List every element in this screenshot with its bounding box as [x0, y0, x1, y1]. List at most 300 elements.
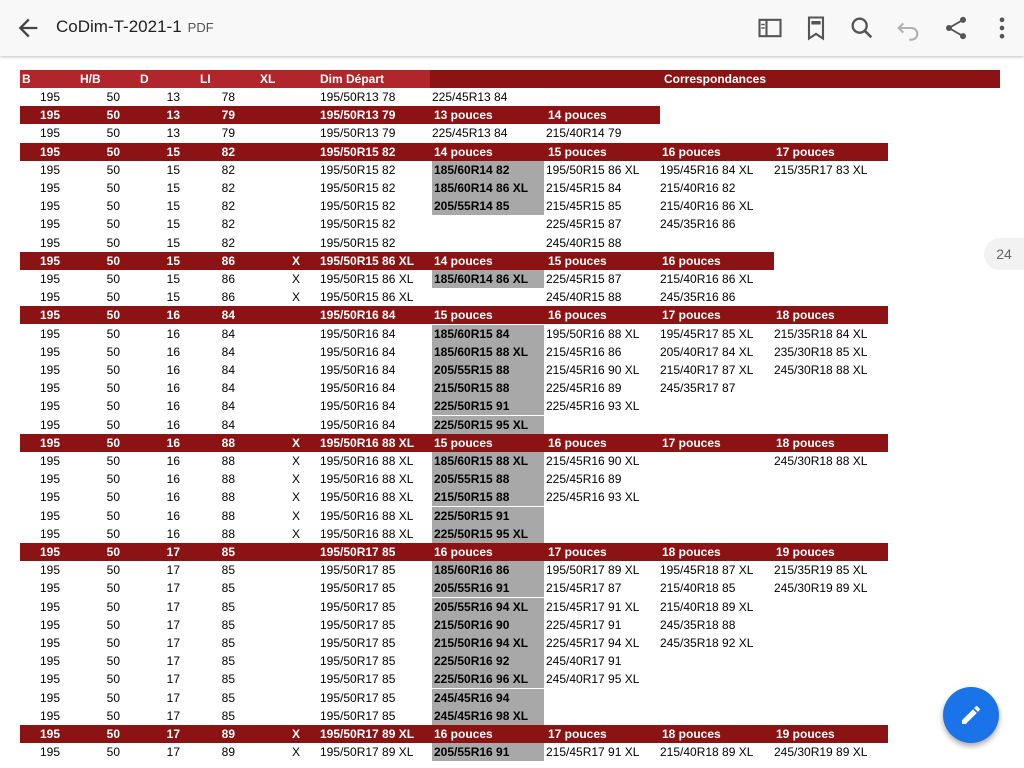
section-header-row [20, 543, 888, 561]
cell-d: 17 [166, 545, 180, 559]
cell-hb: 50 [106, 508, 120, 523]
cell-b: 195 [40, 545, 61, 559]
cell-hb: 50 [106, 654, 120, 669]
cell-b: 195 [40, 526, 61, 541]
cell-dim-depart: 195/50R17 85 [320, 672, 396, 687]
cell-d: 15 [166, 144, 180, 159]
cell-li: 78 [221, 90, 235, 104]
cell-li: 82 [221, 217, 235, 232]
cell-corr-1: 205/55R16 94 XL [432, 598, 544, 616]
cell-corr-3: 16 pouces [662, 253, 721, 268]
table-row [20, 525, 1000, 543]
cell-b: 195 [40, 308, 61, 323]
cell-corr-2: 15 pouces [548, 144, 607, 159]
cell-hb: 50 [106, 253, 120, 268]
file-type-label: PDF [187, 20, 214, 35]
cell-b: 195 [40, 162, 61, 177]
cell-dim-depart: 195/50R17 85 [320, 708, 396, 723]
cell-d: 17 [166, 708, 180, 723]
cell-xl: X [291, 290, 300, 305]
cell-b: 195 [40, 563, 61, 578]
cell-li: 88 [221, 490, 235, 505]
cell-xl: X [291, 272, 300, 286]
cell-corr-3: 215/40R16 86 XL [660, 272, 754, 286]
cell-li: 79 [221, 108, 235, 123]
cell-corr-4: 215/35R17 83 XL [774, 162, 868, 177]
cell-d: 15 [166, 272, 180, 286]
cell-hb: 50 [106, 727, 120, 741]
cell-hb: 50 [106, 417, 120, 432]
header-xl: XL [260, 72, 276, 86]
cell-li: 86 [221, 253, 235, 268]
cell-corr-1: 225/50R16 96 XL [432, 670, 544, 688]
cell-corr-3: 16 pouces [662, 144, 721, 159]
cell-hb: 50 [106, 672, 120, 687]
cell-hb: 50 [106, 290, 120, 305]
cell-corr-2: 215/45R17 91 XL [546, 745, 640, 760]
cell-corr-2: 215/45R16 90 XL [546, 363, 640, 377]
cell-corr-2: 16 pouces [548, 435, 607, 450]
cell-b: 195 [40, 90, 61, 104]
cell-corr-4: 245/30R19 89 XL [774, 581, 868, 596]
cell-d: 16 [166, 308, 180, 323]
cell-corr-3: 245/35R17 87 [660, 381, 736, 396]
cell-b: 195 [40, 581, 61, 596]
cell-corr-1: 15 pouces [434, 308, 493, 323]
cell-corr-3: 245/35R18 92 XL [660, 636, 754, 650]
cell-corr-2: 215/45R16 90 XL [546, 454, 640, 468]
cell-xl: X [291, 454, 300, 468]
search-icon[interactable] [848, 14, 876, 42]
cell-corr-4: 17 pouces [776, 144, 835, 159]
header-d: D [140, 72, 149, 86]
cell-hb: 50 [106, 126, 120, 141]
cell-dim-depart: 195/50R15 82 [320, 235, 396, 250]
cell-corr-1: 225/50R15 95 XL [432, 525, 544, 543]
cell-corr-4: 245/30R18 88 XL [774, 454, 868, 468]
cell-d: 16 [166, 399, 180, 414]
cell-hb: 50 [106, 344, 120, 359]
cell-dim-depart: 195/50R15 82 [320, 144, 396, 159]
share-icon[interactable] [942, 14, 970, 42]
table-row [20, 579, 1000, 597]
cell-b: 195 [40, 435, 61, 450]
cell-d: 17 [166, 599, 180, 614]
cell-corr-2: 16 pouces [548, 308, 607, 323]
cell-d: 17 [166, 727, 180, 741]
cell-dim-depart: 195/50R16 88 XL [320, 454, 414, 468]
cell-dim-depart: 195/50R16 88 XL [320, 472, 414, 487]
cell-li: 88 [221, 435, 235, 450]
cell-b: 195 [40, 617, 61, 632]
cell-b: 195 [40, 508, 61, 523]
cell-corr-1: 215/50R16 94 XL [432, 634, 544, 652]
cell-corr-2: 195/50R16 88 XL [546, 326, 640, 341]
cell-corr-3: 215/40R18 89 XL [660, 745, 754, 760]
cell-corr-3: 245/35R16 86 [660, 217, 736, 232]
cell-corr-4: 215/35R18 84 XL [774, 326, 868, 341]
table-row [20, 616, 1000, 634]
cell-d: 15 [166, 290, 180, 305]
cell-dim-depart: 195/50R13 78 [320, 90, 396, 104]
cell-dim-depart: 195/50R16 84 [320, 326, 396, 341]
cell-dim-depart: 195/50R15 82 [320, 217, 396, 232]
cell-hb: 50 [106, 308, 120, 323]
cell-li: 84 [221, 417, 235, 432]
table-row [20, 161, 1000, 179]
cell-hb: 50 [106, 181, 120, 195]
cell-hb: 50 [106, 599, 120, 614]
cell-corr-1: 215/50R15 88 [432, 488, 544, 506]
cell-li: 89 [221, 727, 235, 741]
cell-dim-depart: 195/50R17 89 XL [320, 745, 414, 760]
edit-button[interactable] [943, 687, 999, 743]
cell-xl: X [291, 508, 300, 523]
cell-corr-3: 215/40R16 82 [660, 181, 736, 195]
cell-d: 15 [166, 235, 180, 250]
cell-corr-3: 215/40R17 87 XL [660, 363, 754, 377]
table-row [20, 361, 1000, 379]
cell-b: 195 [40, 399, 61, 414]
cell-b: 195 [40, 745, 61, 760]
cell-corr-1: 225/50R15 91 [432, 397, 544, 415]
header-b: B [22, 72, 31, 86]
cell-d: 16 [166, 435, 180, 450]
cell-corr-2: 225/45R15 87 [546, 217, 622, 232]
cell-d: 16 [166, 381, 180, 396]
cell-d: 17 [166, 672, 180, 687]
cell-xl: X [291, 745, 300, 760]
cell-b: 195 [40, 181, 61, 195]
table-row [20, 488, 1000, 506]
cell-corr-2: 225/45R17 94 XL [546, 636, 640, 650]
cell-li: 85 [221, 599, 235, 614]
cell-li: 86 [221, 290, 235, 305]
cell-dim-depart: 195/50R17 85 [320, 581, 396, 596]
cell-li: 82 [221, 144, 235, 159]
table-row [20, 325, 1000, 343]
cell-d: 16 [166, 454, 180, 468]
cell-li: 85 [221, 708, 235, 723]
pdf-page[interactable] [0, 56, 1024, 768]
bookmark-icon[interactable] [802, 14, 830, 42]
cell-corr-2: 215/45R15 84 [546, 181, 622, 195]
cell-li: 88 [221, 508, 235, 523]
table-row [20, 470, 1000, 488]
cell-d: 13 [166, 90, 180, 104]
cell-d: 16 [166, 363, 180, 377]
table-header-row [20, 70, 1000, 88]
cell-corr-1: 185/60R14 86 XL [432, 179, 544, 197]
cell-dim-depart: 195/50R16 84 [320, 399, 396, 414]
cell-hb: 50 [106, 217, 120, 232]
section-header-row [20, 143, 888, 161]
cell-xl: X [291, 526, 300, 541]
cell-corr-2: 215/40R14 79 [546, 126, 622, 141]
cell-hb: 50 [106, 363, 120, 377]
cell-li: 85 [221, 690, 235, 705]
cell-li: 85 [221, 563, 235, 578]
cell-corr-2: 215/45R17 91 XL [546, 599, 640, 614]
cell-corr-1: 205/55R14 85 [432, 197, 544, 215]
cell-corr-3: 215/40R16 86 XL [660, 199, 754, 214]
table-row [20, 452, 1000, 470]
back-arrow-icon[interactable] [14, 14, 42, 42]
cell-hb: 50 [106, 563, 120, 578]
cell-d: 15 [166, 199, 180, 214]
cell-d: 16 [166, 417, 180, 432]
cell-d: 16 [166, 490, 180, 505]
cell-d: 13 [166, 108, 180, 123]
cell-corr-1: 185/60R16 86 [432, 561, 544, 579]
cell-b: 195 [40, 490, 61, 505]
cell-corr-3: 245/35R16 86 [660, 290, 736, 305]
cell-corr-1: 185/60R14 86 XL [432, 270, 544, 288]
cell-dim-depart: 195/50R16 84 [320, 363, 396, 377]
table-row [20, 652, 1000, 670]
cell-hb: 50 [106, 235, 120, 250]
cell-corr-2: 225/45R16 89 [546, 472, 622, 487]
table-row [20, 379, 1000, 397]
cell-b: 195 [40, 672, 61, 687]
table-row [20, 743, 1000, 761]
table-row [20, 343, 1000, 361]
cell-corr-2: 225/45R16 93 XL [546, 490, 640, 505]
cell-corr-2: 17 pouces [548, 727, 607, 741]
cell-corr-2: 215/45R17 87 [546, 581, 622, 596]
header-hb: H/B [80, 72, 101, 86]
cell-corr-3: 215/40R18 85 [660, 581, 736, 596]
cell-corr-1: 225/50R15 95 XL [432, 416, 544, 434]
cell-b: 195 [40, 108, 61, 123]
cell-b: 195 [40, 363, 61, 377]
cell-li: 88 [221, 472, 235, 487]
cell-b: 195 [40, 144, 61, 159]
cell-corr-4: 19 pouces [776, 727, 835, 741]
cell-dim-depart: 195/50R17 85 [320, 563, 396, 578]
cell-corr-2: 225/45R16 93 XL [546, 399, 640, 414]
cell-corr-3: 195/45R16 84 XL [660, 162, 754, 177]
cell-dim-depart: 195/50R16 88 XL [320, 490, 414, 505]
cell-hb: 50 [106, 326, 120, 341]
cell-corr-3: 195/45R17 85 XL [660, 326, 754, 341]
table-row [20, 416, 1000, 434]
cell-li: 85 [221, 581, 235, 596]
cell-d: 17 [166, 617, 180, 632]
cell-corr-1: 215/50R16 90 [432, 616, 544, 634]
cell-b: 195 [40, 417, 61, 432]
cell-li: 82 [221, 199, 235, 214]
cell-li: 82 [221, 162, 235, 177]
table-row [20, 215, 1000, 233]
cell-corr-4: 19 pouces [776, 545, 835, 559]
page-number-indicator: 24 [984, 238, 1024, 270]
cell-li: 88 [221, 526, 235, 541]
cell-dim-depart: 195/50R15 86 XL [320, 290, 414, 305]
cell-dim-depart: 195/50R15 82 [320, 181, 396, 195]
cell-xl: X [291, 472, 300, 487]
cell-corr-2: 17 pouces [548, 545, 607, 559]
cell-d: 17 [166, 563, 180, 578]
table-row [20, 397, 1000, 415]
cell-hb: 50 [106, 708, 120, 723]
reading-mode-icon[interactable] [756, 14, 784, 42]
cell-corr-3: 17 pouces [662, 435, 721, 450]
cell-dim-depart: 195/50R17 85 [320, 690, 396, 705]
cell-corr-1: 225/50R15 91 [432, 507, 544, 525]
cell-b: 195 [40, 272, 61, 286]
cell-hb: 50 [106, 581, 120, 596]
cell-li: 85 [221, 672, 235, 687]
cell-corr-3: 215/40R18 89 XL [660, 599, 754, 614]
table-row [20, 634, 1000, 652]
cell-corr-2: 215/45R16 86 [546, 344, 622, 359]
cell-hb: 50 [106, 199, 120, 214]
cell-d: 16 [166, 508, 180, 523]
document-name: CoDim-T-2021-1 [56, 17, 182, 36]
table-row [20, 561, 1000, 579]
cell-b: 195 [40, 126, 61, 141]
cell-corr-1: 245/45R16 98 XL [432, 707, 544, 725]
cell-corr-1: 205/55R16 91 [432, 579, 544, 597]
cell-b: 195 [40, 199, 61, 214]
cell-corr-2: 225/45R16 89 [546, 381, 622, 396]
cell-hb: 50 [106, 617, 120, 632]
cell-corr-2: 14 pouces [548, 108, 607, 123]
cell-hb: 50 [106, 490, 120, 505]
cell-d: 16 [166, 326, 180, 341]
header-li: LI [200, 72, 211, 86]
cell-li: 85 [221, 617, 235, 632]
cell-b: 195 [40, 326, 61, 341]
cell-d: 16 [166, 344, 180, 359]
cell-d: 17 [166, 745, 180, 760]
cell-hb: 50 [106, 526, 120, 541]
cell-corr-2: 225/45R17 91 [546, 617, 622, 632]
cell-corr-4: 215/35R19 85 XL [774, 563, 868, 578]
cell-b: 195 [40, 217, 61, 232]
cell-hb: 50 [106, 545, 120, 559]
cell-corr-1: 15 pouces [434, 435, 493, 450]
cell-dim-depart: 195/50R15 82 [320, 162, 396, 177]
cell-li: 85 [221, 545, 235, 559]
cell-li: 84 [221, 344, 235, 359]
cell-corr-1: 185/60R15 84 [432, 325, 544, 343]
cell-dim-depart: 195/50R17 85 [320, 617, 396, 632]
cell-corr-3: 18 pouces [662, 545, 721, 559]
cell-b: 195 [40, 690, 61, 705]
undo-icon[interactable] [894, 14, 922, 42]
cell-li: 79 [221, 126, 235, 141]
section-header-row [20, 725, 888, 743]
cell-li: 84 [221, 308, 235, 323]
cell-corr-1: 225/50R16 92 [432, 652, 544, 670]
table-row [20, 179, 1000, 197]
cell-corr-1: 185/60R15 88 XL [432, 452, 544, 470]
cell-d: 15 [166, 253, 180, 268]
cell-corr-3: 18 pouces [662, 727, 721, 741]
cell-hb: 50 [106, 435, 120, 450]
table-row [20, 88, 1000, 106]
cell-dim-depart: 195/50R16 84 [320, 381, 396, 396]
cell-xl: X [291, 727, 300, 741]
cell-b: 195 [40, 654, 61, 669]
cell-li: 85 [221, 636, 235, 650]
cell-d: 16 [166, 526, 180, 541]
cell-corr-1: 16 pouces [434, 727, 493, 741]
cell-dim-depart: 195/50R16 84 [320, 344, 396, 359]
cell-corr-2: 15 pouces [548, 253, 607, 268]
cell-b: 195 [40, 454, 61, 468]
cell-d: 15 [166, 181, 180, 195]
cell-hb: 50 [106, 144, 120, 159]
header-dim-depart: Dim Départ [320, 72, 385, 86]
cell-b: 195 [40, 253, 61, 268]
cell-b: 195 [40, 381, 61, 396]
cell-corr-1: 16 pouces [434, 545, 493, 559]
cell-corr-2: 195/50R17 89 XL [546, 563, 640, 578]
cell-xl: X [291, 253, 300, 268]
cell-d: 17 [166, 636, 180, 650]
cell-corr-1: 13 pouces [434, 108, 493, 123]
cell-li: 82 [221, 181, 235, 195]
table-row [20, 598, 1000, 616]
cell-d: 15 [166, 162, 180, 177]
cell-corr-4: 18 pouces [776, 308, 835, 323]
cell-dim-depart: 195/50R16 84 [320, 417, 396, 432]
cell-li: 84 [221, 326, 235, 341]
cell-corr-1: 245/45R16 94 [432, 689, 544, 707]
cell-corr-3: 205/40R17 84 XL [660, 344, 754, 359]
cell-hb: 50 [106, 90, 120, 104]
cell-b: 195 [40, 636, 61, 650]
edit-pencil-icon [959, 703, 983, 727]
cell-d: 17 [166, 690, 180, 705]
cell-dim-depart: 195/50R17 85 [320, 545, 396, 559]
cell-d: 15 [166, 217, 180, 232]
cell-dim-depart: 195/50R16 88 XL [320, 435, 415, 450]
cell-b: 195 [40, 727, 61, 741]
cell-corr-2: 245/40R15 88 [546, 235, 622, 250]
cell-hb: 50 [106, 454, 120, 468]
cell-corr-1: 205/55R15 88 [432, 470, 544, 488]
cell-b: 195 [40, 599, 61, 614]
cell-dim-depart: 195/50R13 79 [320, 108, 396, 123]
cell-b: 195 [40, 344, 61, 359]
table-row [20, 707, 1000, 725]
cell-corr-2: 245/40R17 91 [546, 654, 622, 669]
cell-corr-1: 14 pouces [434, 144, 493, 159]
cell-li: 89 [221, 745, 235, 760]
cell-d: 13 [166, 126, 180, 141]
cell-corr-2: 195/50R15 86 XL [546, 162, 640, 177]
cell-corr-1: 205/55R15 88 [432, 361, 544, 379]
more-vert-icon[interactable] [988, 14, 1016, 42]
cell-hb: 50 [106, 690, 120, 705]
cell-xl: X [291, 490, 300, 505]
cell-corr-1: 14 pouces [434, 253, 493, 268]
cell-dim-depart: 195/50R16 88 XL [320, 526, 414, 541]
cell-hb: 50 [106, 472, 120, 487]
cell-hb: 50 [106, 636, 120, 650]
cell-hb: 50 [106, 745, 120, 760]
table-row [20, 288, 1000, 306]
cell-b: 195 [40, 708, 61, 723]
cell-corr-2: 215/45R15 85 [546, 199, 622, 214]
cell-dim-depart: 195/50R17 85 [320, 599, 396, 614]
cell-corr-3: 17 pouces [662, 308, 721, 323]
cell-dim-depart: 195/50R17 89 XL [320, 727, 415, 741]
